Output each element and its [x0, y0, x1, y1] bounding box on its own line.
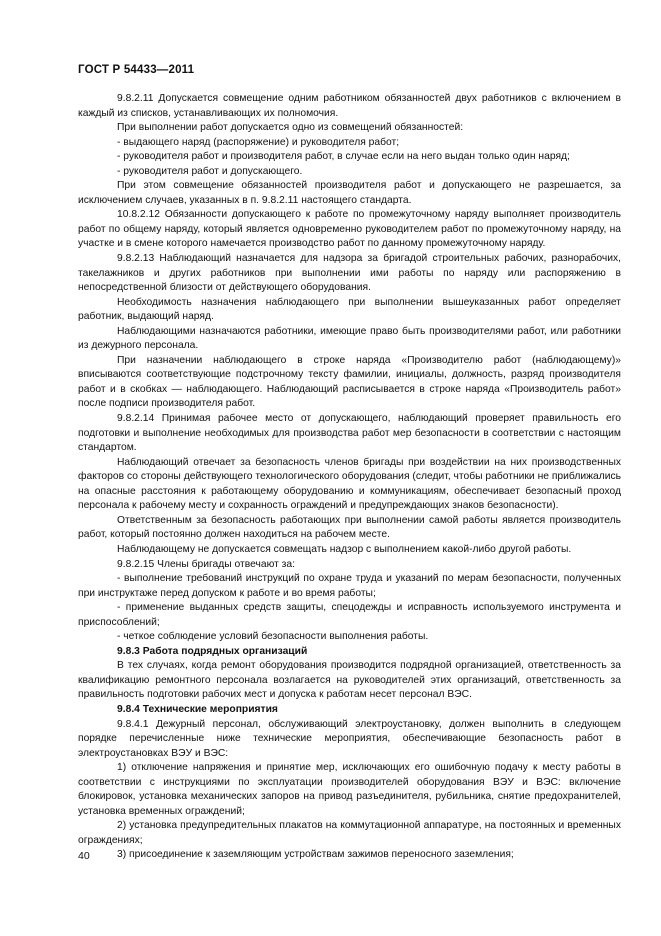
paragraph: 3) присоединение к заземляющим устройствам зажимов переносного заземления;: [117, 849, 514, 861]
paragraph: - руководителя работ и допускающего.: [117, 165, 303, 177]
paragraph: 1) отключение напряжения и принятие мер, исключающих его ошибочную подачу к месту работы в соответствии с инструкциями по эксплуатации производителей оборудования ВЭУ и ВЭС: включение блокировок, установка механических запоров на привод разъединителя, рубильника, снятие предохранителей, установка временных ограждений;: [78, 762, 621, 817]
document-body: [78, 92, 621, 863]
paragraph: 2) установка предупредительных плакатов на коммутационной аппаратуре, на постоянных и временных ограждениях;: [78, 820, 621, 846]
paragraph: - выдающего наряд (распоряжение) и руководителя работ;: [117, 136, 400, 148]
paragraph: 9.8.4.1 Дежурный персонал, обслуживающий электроустановку, должен выполнить в следующем порядке перечисленные ниже технические мероприятия, обеспечивающие безопасность работ в электроустановках ВЭУ и ВЭС:: [78, 718, 621, 759]
paragraph: 10.8.2.12 Обязанности допускающего к работе по промежуточному наряду выполняет производитель работ по общему наряду, который является одновременно руководителем работ по промежуточному наряду, на участке и в смене которого намечается производство работ по данному промежуточному наряду.: [78, 209, 621, 250]
paragraph: Наблюдающий отвечает за безопасность членов бригады при воздействии на них производственных факторов со стороны действующего технологического оборудования (следит, чтобы работники не приближались на опасные расстояния к работающему оборудованию и коммуникациям, обеспечивает безопасный проход персонала к рабочему месту и сохранность ограждений и предупреждающих знаков безопасности).: [78, 456, 621, 512]
paragraph: 9.8.2.14 Принимая рабочее место от допускающего, наблюдающий проверяет правильность его подготовки и выполнение необходимых для производства работ мер безопасности в соответствии с настоящим стандартом.: [78, 413, 621, 454]
paragraph: Наблюдающими назначаются работники, имеющие право быть производителями работ, или работники из дежурного персонала.: [78, 325, 621, 352]
paragraph: При выполнении работ допускается одно из совмещений обязанностей:: [117, 122, 464, 134]
section-heading: 9.8.4 Технические мероприятия: [117, 703, 278, 715]
paragraph: Ответственным за безопасность работающих при выполнении самой работы является производитель работ, который постоянно должен находиться на рабочем месте.: [78, 514, 621, 541]
paragraph: - выполнение требований инструкций по охране труда и указаний по мерам безопасности, полученных при инструктаже перед допуском к работе и во время работы;: [78, 573, 621, 599]
document-header: ГОСТ Р 54433—2011: [78, 64, 195, 76]
paragraph: - применение выданных средств защиты, спецодежды и исправность используемого инструмента и приспособлений;: [78, 602, 621, 628]
paragraph: Необходимость назначения наблюдающего при выполнении вышеуказанных работ определяет работник, выдающий наряд.: [78, 296, 621, 323]
section-heading: 9.8.3 Работа подрядных организаций: [117, 645, 308, 657]
paragraph: 9.8.2.15 Члены бригады отвечают за:: [117, 558, 295, 570]
page-number: 40: [78, 850, 90, 862]
paragraph: Наблюдающему не допускается совмещать надзор с выполнением какой-либо другой работы.: [117, 543, 572, 555]
paragraph: - четкое соблюдение условий безопасности выполнения работы.: [117, 631, 429, 643]
paragraph: При назначении наблюдающего в строке наряда «Производителю работ (наблюдающему)» вписываются соответствующие подстрочному тексту фамилии, инициалы, должность, разряд производителя работ и в скобках — наблюдающего. Наблюдающий расписывается в строке наряда «Производитель работ» после подписи производителя работ.: [78, 354, 621, 410]
paragraph: - руководителя работ и производителя работ, в случае если на него выдан только один наряд;: [117, 151, 570, 163]
paragraph: В тех случаях, когда ремонт оборудования производится подрядной организацией, ответственность за квалификацию ремонтного персонала возлагается на руководителей этих организаций, ответственность за правильность подготовки рабочих мест и допуска к работам несет персонал ВЭС.: [78, 660, 621, 701]
paragraph: При этом совмещение обязанностей производителя работ и допускающего не разрешается, за исключением случаев, указанных в п. 9.8.2.11 настоящего стандарта.: [78, 180, 621, 206]
paragraph: 9.8.2.11 Допускается совмещение одним работником обязанностей двух работников с включением в каждый из списков, устанавливающих их полномочия.: [78, 93, 621, 119]
paragraph: 9.8.2.13 Наблюдающий назначается для надзора за бригадой строительных рабочих, разнорабочих, такелажников и других работников при выполнении ими работы по наряду или распоряжению в непосредственной близости от действующего оборудования.: [78, 253, 621, 294]
